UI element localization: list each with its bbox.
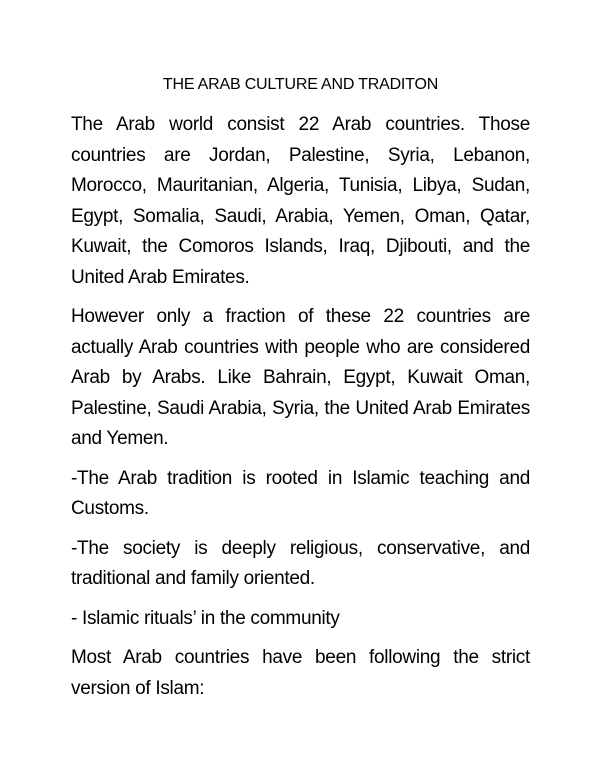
paragraph-arab-fraction: However only a fraction of these 22 countries are actually Arab countries with people who are considered Arab by Arabs. Like Bahrain, Egypt, Kuwait Oman, Palestine, Saudi Arabia, Syria, the United Arab Emirates and Yemen. [71,306,530,449]
paragraph-arab-world-countries: The Arab world consist 22 Arab countries. Those countries are Jordan, Palestine, Syria, Lebanon, Morocco, Mauritanian, Algeria, Tunisia, Libya, Sudan, Egypt, Somalia, Saudi, Arabia, Yemen, Oman, Qatar, Kuwait, the Comoros Islands, Iraq, Djibouti, and the United Arab Emirates. [71,114,530,288]
paragraph-religious-society: -The society is deeply religious, conservative, and traditional and family oriented. [71,537,530,589]
document-body [71,72,530,713]
document-title: THE ARAB CULTURE AND TRADITON [162,76,439,93]
paragraph-islamic-tradition: -The Arab tradition is rooted in Islamic teaching and Customs. [71,467,530,519]
paragraph-strict-islam: Most Arab countries have been following the strict version of Islam: [71,647,530,699]
paragraph-islamic-rituals: - Islamic rituals’ in the community [71,607,340,629]
